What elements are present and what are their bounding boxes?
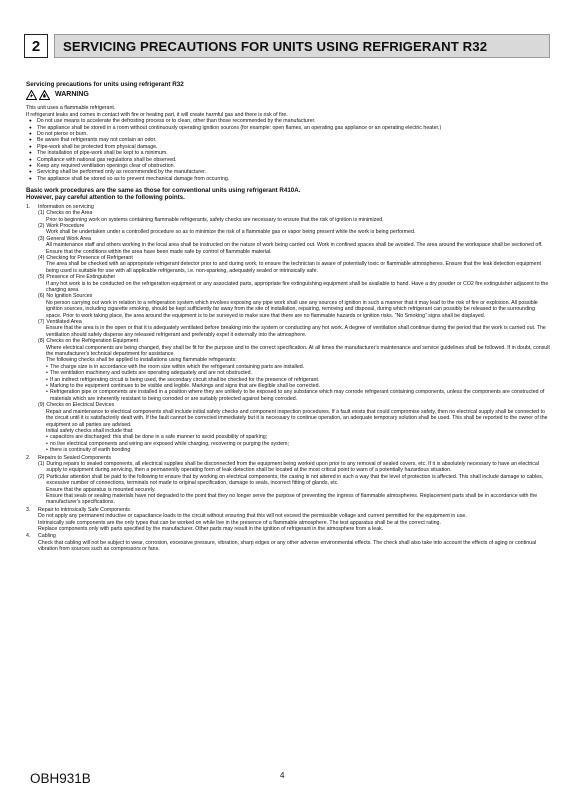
subsection-paragraph: Ensure that the area is in the open or that it is adequately ventilated before breaking into the system or conducting any hot work. A degree of ventilation shall continue during the period that the work is carried out. The ventilation should safely disperse any released refrigerant and preferably expel it externally into the atmosphere. (46, 325, 546, 338)
subsection-num: (5) (38, 274, 45, 281)
document-body (26, 82, 550, 553)
check-list-item: • there is continuity of earth bonding (46, 447, 550, 453)
check-list-item: • no live electrical components and wiring are exposed while charging, recovering or purging the system; (46, 441, 550, 447)
subsection-paragraph: All maintenance staff and others working in the local area shall be instructed on the nature of work being carried out. Work in confined spaces shall be avoided. The area around the workspace shall be sectioned off. Ensure that the conditions within the area have been made safe by control of flammable material. (46, 242, 543, 255)
subsection-title: Ventilated Area (46, 319, 82, 325)
subsection-body (38, 281, 550, 294)
subsection-paragraph: Work shall be undertaken under a controlled procedure so as to minimize the risk of a flammable gas or vapor being present while the work is being performed. (46, 229, 416, 236)
subsection-paragraph: Repair and maintenance to electrical components shall include initial safety checks and component inspection procedures. If a fault exists that could compromise safety, then no electrical supply shall be connected to the circuit until it is satisfactorily dealt with. If the fault cannot be corrected immediately but it is necessary to continue operation, an adequate temporary solution shall be used. This shall be reported to the owner of the equipment so all parties are advised. (46, 408, 548, 428)
subsection-paragraph: Where electrical components are being changed, they shall be fit for the purpose and to the correct specification. At all times the manufacturer's maintenance and service guidelines shall be followed. If in doubt, consult the manufacturer's technical department for assistance. (46, 344, 550, 358)
section-heading-text: Repair to intrinsically Safe Components (38, 506, 130, 513)
section-body (26, 513, 550, 532)
warning-bullet: ● Keep any required ventilation openings clear of obstruction. (26, 163, 550, 169)
numbered-section (26, 507, 550, 533)
subsection (38, 338, 550, 402)
warning-bullet: ● Servicing shall be performed only as recommended by the manufacturer. (26, 169, 550, 175)
section-header (24, 34, 550, 58)
section-heading-text: Information on servicing (38, 203, 94, 210)
warning-banner (26, 90, 550, 100)
section-heading-text: Repairs to Sealed Components (38, 454, 111, 461)
subsection-body (38, 261, 550, 274)
subsection-title: No Ignition Sources (46, 293, 93, 300)
page-number: 4 (280, 771, 285, 780)
check-list-item: • Refrigeration pipe or components are installed in a position where they are unlikely to be exposed to any substance which may corrode refrigerant containing components, unless the components are constructed of materials which are inherently resistant to being corroded or are suitably protected against being corroded. (46, 389, 550, 402)
subsection-paragraph: Ensure that seals or sealing materials have not degraded to the point that they no longer serve the purpose of preventing the ingress of flammable atmospheres. Replacement parts shall be in accordance with the manufacturer's specifications. (46, 492, 538, 506)
subsection-title: Work Procedure (46, 222, 85, 229)
intro-line: If refrigerant leaks and comes in contact with fire or heating part, it will create harmful gas and there is risk of fire. (26, 111, 288, 118)
basic-note-line-2: However, pay careful attention to the following points. (26, 194, 185, 202)
section-body (26, 540, 550, 553)
subsection (38, 474, 550, 506)
subsection-num: (1) (38, 210, 45, 217)
subsection-paragraph: The area shall be checked with an appropriate refrigerant detector prior to and during work, to ensure the technician is aware of potentially toxic or flammable atmospheres. Ensure that the leak detection equipment being used is suitable for use with all applicable refrigerants, i.e. non-sparking, adequately sealed or intrinsically safe. (46, 261, 541, 274)
servicing-sections (26, 204, 550, 553)
warning-bullet: ● The installation of pipe-work shall be kept to a minimum. (26, 150, 550, 156)
subsection-title: Checks on the Area (46, 210, 93, 217)
numbered-section (26, 533, 550, 552)
subsection-body (38, 242, 550, 255)
section-title: SERVICING PRECAUTIONS FOR UNITS USING REFRIGERANT R32 (54, 34, 550, 58)
subsection-title: Checking for Presence of Refrigerant (46, 254, 133, 261)
subsection-body (38, 300, 550, 319)
flammable-warning-icon (39, 90, 50, 100)
subsection-title: During repairs to sealed components, all electrical supplies shall be disconnected from the equipment being worked upon prior to any removal of sealed covers, etc. If it is absolutely necessary to have an electrical supply to equipment during servicing, then a permanently operating form of leak detection shall be located at the most critical point to warn of a potentially hazardous situation. (46, 460, 540, 474)
subsection (38, 461, 550, 474)
section-body (26, 461, 550, 506)
warning-bullet: ● Compliance with national gas regulations shall be observed. (26, 157, 550, 163)
subsection-paragraph: Ensure that the apparatus is mounted securely. (46, 486, 156, 493)
subsection-heading (38, 461, 550, 474)
subsection (38, 210, 550, 223)
subsection-num: (3) (38, 235, 45, 242)
subsection-paragraph: Prior to beginning work on systems containing flammable refrigerants, safety checks are necessary to ensure that the risk of ignition is minimized. (46, 216, 384, 223)
basic-note-line-1: Basic work procedures are the same as those for conventional units using refrigerant R410A. (26, 187, 301, 195)
subsection (38, 402, 550, 453)
section-paragraph: Check that cabling will not be subject to wear, corrosion, excessive pressure, vibration, sharp edges or any other adverse environmental effects. The check shall also take into account the effects of aging or continual vibration from sources such as compressors or fans. (38, 539, 537, 553)
section-body (26, 210, 550, 453)
subsection-num: (4) (38, 254, 45, 261)
subsection-paragraph: Initial safety checks shall include that: (46, 427, 134, 434)
check-list (46, 434, 550, 453)
subsection-body (38, 487, 550, 506)
subsection-heading (38, 474, 550, 487)
numbered-section (26, 455, 550, 506)
section-num: 4. (26, 533, 31, 540)
numbered-section (26, 204, 550, 454)
subsection-paragraph: If any hot work is to be conducted on the refrigeration equipment or any associated parts, appropriate fire extinguishing equipment shall be available to hand. Have a dry powder or CO2 fire extinguisher adjacent to the charging area. (46, 280, 549, 293)
check-list (46, 364, 550, 402)
section-paragraph: Intrinsically safe components are the only types that can be worked on while live in the presence of a flammable atmosphere. The test apparatus shall be at the correct rating. (38, 519, 441, 526)
subsection-paragraph: No person carrying out work in relation to a refrigeration system which involves exposing any pipe work shall use any sources of ignition in such a manner that it may lead to the risk of fire or explosion. All possible ignition sources, including cigarette smoking, should be kept sufficiently far away from the site of installation, repairing, removing and disposal, during which refrigerant can possibly be released to the surrounding space. Prior to work taking place, the area around the equipment is to be surveyed to make sure that there are no flammable hazards or ignition risks. “No Smoking” signs shall be displayed. (46, 299, 538, 319)
section-paragraph: Do not apply any permanent inductive or capacitance loads to the circuit without ensuring that this will not exceed the permissible voltage and current permitted for the equipment in use. (38, 513, 467, 520)
warning-bullet: ● Pipe-work shall be protected from physical damage. (26, 144, 550, 150)
subsection (38, 293, 550, 319)
subsection-title: Particular attention shall be paid to the following to ensure that by working on electrical components, the casing is not altered in such a way that the level of protection is affected. This shall include damage to cables, excessive number of connections, terminals not made to original specification, damage to seals, incorrect fitting of glands, etc. (46, 473, 544, 487)
warning-bullet: ● Do not pierce or burn. (26, 131, 550, 137)
model-code: OBH931B (30, 771, 91, 786)
intro-text (26, 105, 550, 118)
warning-bullet: ● The appliance shall be stored in a room without continuously operating ignition sources (for example: open flames, an operating gas appliance or an operating electric heater.) (26, 125, 550, 131)
check-list-item: • The ventilation machinery and outlets are operating adequately and are not obstructed. (46, 370, 550, 376)
subheading: Servicing precautions for units using refrigerant R32 (26, 81, 184, 88)
warning-bullet: ● Do not use means to accelerate the defrosting process or to clean, other than those recommended by the manufacturer. (26, 118, 550, 124)
section-num: 2. (26, 454, 31, 461)
subsection-body (38, 325, 550, 338)
check-list-item: • capacitors are discharged: this shall be done in a safe manner to avoid possibility of sparking; (46, 434, 550, 440)
subsection-paragraph: The following checks shall be applied to installations using flammable refrigerants: (46, 357, 237, 364)
subsection-num: (8) (38, 338, 45, 345)
subsection (38, 274, 550, 293)
subsection (38, 223, 550, 236)
section-num: 1. (26, 203, 31, 210)
section-heading-text: Cabling (38, 533, 56, 540)
basic-procedures-note (26, 187, 550, 201)
warning-bullet: ● The appliance shall be stored so as to prevent mechanical damage from occurring. (26, 176, 550, 182)
subsection-title: Presence of Fire Extinguisher (46, 274, 116, 281)
subsection (38, 319, 550, 338)
intro-line: This unit uses a flammable refrigerant. (26, 105, 116, 112)
section-num: 3. (26, 506, 31, 513)
subsection-title: Checks on Electrical Devices (46, 402, 115, 409)
warning-label: WARNING (55, 91, 89, 99)
subsection-num: (2) (38, 222, 45, 229)
electric-hazard-warning-icon (26, 90, 37, 100)
warning-bullet: ● Be aware that refrigerants may not contain an odor. (26, 137, 550, 143)
subsection-title: General Work Area (46, 235, 91, 242)
subsection (38, 236, 550, 255)
section-paragraph: Replace components only with parts specified by the manufacturer. Other parts may result in the ignition of refrigerant in the atmosphere from a leak. (38, 526, 384, 532)
subsection-title: Checks on the Refrigeration Equipment (46, 338, 139, 345)
section-number: 2 (24, 34, 48, 58)
check-list-item: • Marking to the equipment continues to be visible and legible. Markings and signs that are illegible shall be corrected. (46, 383, 550, 389)
subsection-num: (7) (38, 319, 45, 325)
check-list-item: • The charge size is in accordance with the room size within which the refrigerant containing parts are installed. (46, 364, 550, 370)
check-list-item: • If an indirect refrigerating circuit is being used, the secondary circuit shall be checked for the presence of refrigerant. (46, 377, 550, 383)
subsection-num: (6) (38, 293, 45, 300)
subsection-body (38, 345, 550, 403)
warning-bullet-list (26, 118, 550, 182)
subsection (38, 255, 550, 274)
subsection-num: (2) (38, 473, 45, 480)
subsection-num: (1) (38, 460, 45, 467)
subsection-body (38, 409, 550, 454)
subsection-num: (9) (38, 402, 45, 409)
